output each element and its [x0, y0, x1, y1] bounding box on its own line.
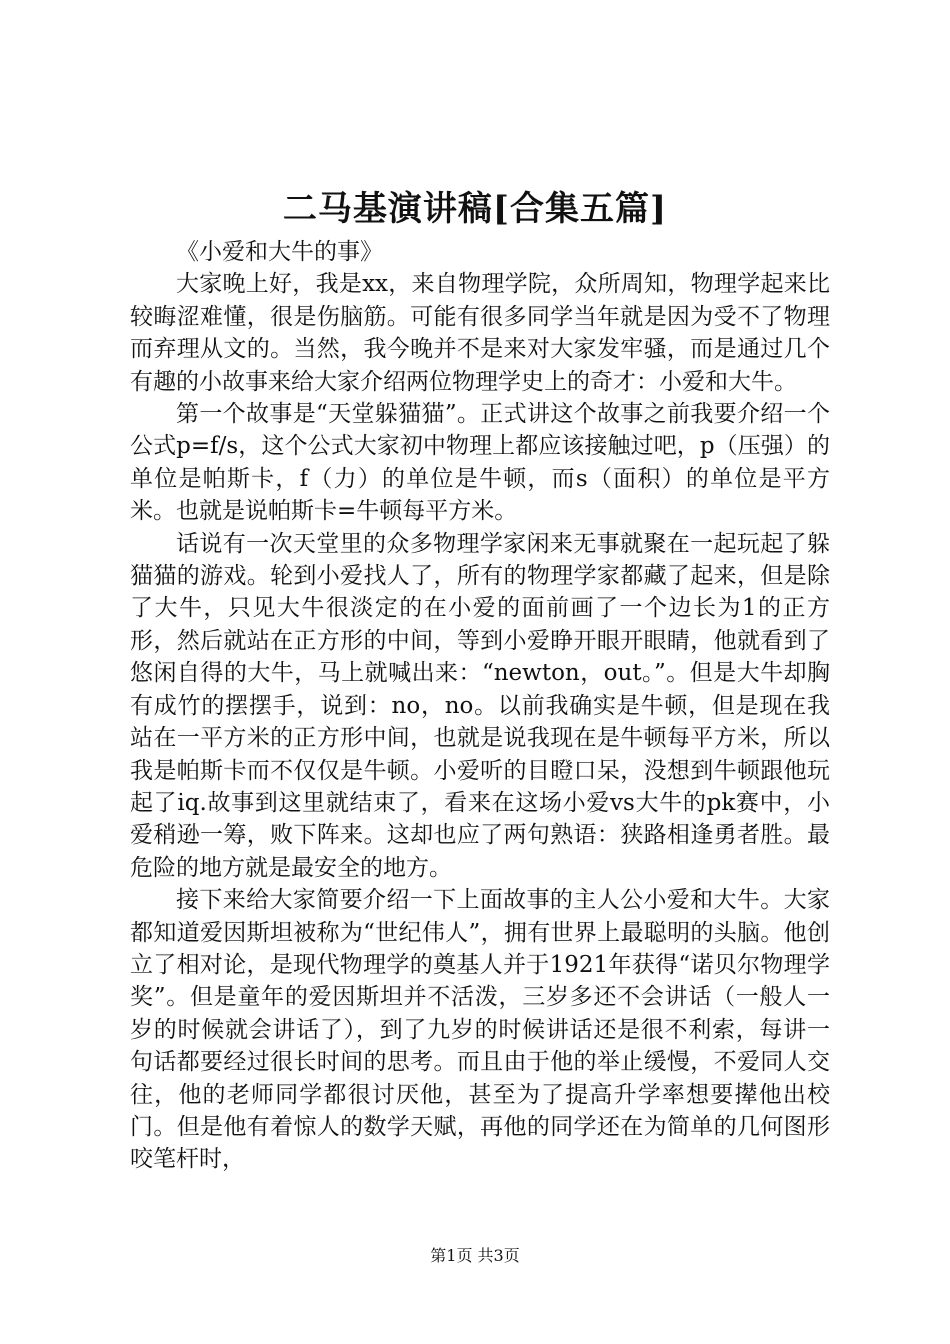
page-footer: 第1页 共3页 [430, 1246, 520, 1265]
paragraph: 第一个故事是“天堂躲猫猫”。正式讲这个故事之前我要介绍一个公式p=f/s，这个公式大家初中物理上都应该接触过吧，p（压强）的单位是帕斯卡，f（力）的单位是牛顿，而s（面积）的单位是平方米。也就是说帕斯卡=牛顿每平方米。 [130, 401, 830, 525]
section-heading: 《小爱和大牛的事》 [176, 239, 383, 265]
paragraph: 大家晚上好，我是xx，来自物理学院，众所周知，物理学起来比较晦涩难懂，很是伤脑筋。可能有很多同学当年就是因为受不了物理而弃理从文的。当然，我今晚并不是来对大家发牢骚，而是通过几个有趣的小故事来给大家介绍两位物理学史上的奇才：小爱和大牛。 [130, 271, 830, 395]
paragraph: 话说有一次天堂里的众多物理学家闲来无事就聚在一起玩起了躲猫猫的游戏。轮到小爱找人了，所有的物理学家都藏了起来，但是除了大牛，只见大牛很淡定的在小爱的面前画了一个边长为1的正方形，然后就站在正方形的中间，等到小爱睁开眼开眼睛，他就看到了悠闲自得的大牛，马上就喊出来：“newton，out。”。但是大牛却胸有成竹的摆摆手，说到：no，no。以前我确实是牛顿，但是现在我站在一平方米的正方形中间，也就是说我现在是牛顿每平方米，所以我是帕斯卡而不仅仅是牛顿。小爱听的目瞪口呆，没想到牛顿跟他玩起了iq.故事到这里就结束了，看来在这场小爱vs大牛的pk赛中，小爱稍逊一筹，败下阵来。这却也应了两句熟语：狭路相逢勇者胜。最危险的地方就是最安全的地方。 [130, 530, 830, 881]
document-body [130, 236, 830, 1176]
paragraph: 接下来给大家简要介绍一下上面故事的主人公小爱和大牛。大家都知道爱因斯坦被称为“世纪伟人”，拥有世界上最聪明的头脑。他创立了相对论，是现代物理学的奠基人并于1921年获得“诺贝尔物理学奖”。但是童年的爱因斯坦并不活泼，三岁多还不会讲话（一般人一岁的时候就会讲话了），到了九岁的时候讲话还是很不利索，每讲一句话都要经过很长时间的思考。而且由于他的举止缓慢，不爱同人交往，他的老师同学都很讨厌他，甚至为了提高升学率想要撵他出校门。但是他有着惊人的数学天赋，再他的同学还在为简单的几何图形咬笔杆时， [130, 887, 830, 1173]
document-title: 二马基演讲稿[合集五篇] [282, 189, 668, 229]
